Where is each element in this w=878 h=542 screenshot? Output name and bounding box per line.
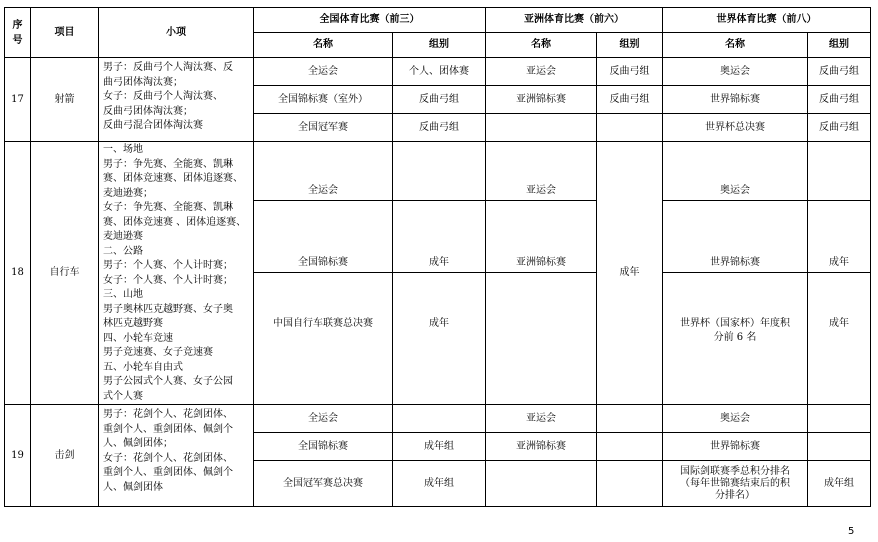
- header-world: 世界体育比赛（前八）: [663, 8, 871, 33]
- world-group: 成年组: [808, 461, 871, 507]
- national-group: [393, 142, 486, 201]
- subitem-line: 赛、团体竞速赛、团体追逐赛、: [103, 173, 243, 184]
- world-name: 奥运会: [663, 58, 808, 86]
- asian-group: [597, 405, 663, 433]
- national-group: 成年: [393, 273, 486, 405]
- national-group: 反曲弓组: [393, 86, 486, 114]
- world-group: 反曲弓组: [808, 86, 871, 114]
- asian-group: [597, 461, 663, 507]
- national-name: 全运会: [254, 58, 393, 86]
- world-group: [808, 433, 871, 461]
- national-group: [393, 405, 486, 433]
- world-name-line: 分排名）: [715, 489, 755, 501]
- row-seq: 17: [5, 58, 31, 142]
- subitem-line: 麦迪逊赛；: [103, 187, 153, 199]
- world-name: 世界杯总决赛: [663, 114, 808, 142]
- header-group: 组别: [393, 33, 486, 58]
- header-group: 组别: [808, 33, 871, 58]
- asian-name: [486, 114, 597, 142]
- asian-name: [486, 273, 597, 405]
- header-name: 名称: [486, 33, 597, 58]
- row-project: 自行车: [31, 142, 99, 405]
- subitem-line: 麦迪逊赛: [103, 231, 143, 242]
- asian-name: 亚运会: [486, 58, 597, 86]
- subitem-line: 五、小轮车自由式: [103, 361, 183, 373]
- world-name: 世界锦标赛: [663, 200, 808, 273]
- national-name: 全国冠军赛: [254, 114, 393, 142]
- subitem-line: 林匹克越野赛: [103, 318, 163, 329]
- subitem-line: 人、佩剑团体；: [103, 438, 173, 449]
- subitem-line: 曲弓团体淘汰赛；: [103, 76, 183, 88]
- sports-events-table: [4, 7, 871, 507]
- world-group: 成年: [808, 273, 871, 405]
- subitem-line: 女子：争先赛、全能赛、凯琳: [103, 202, 233, 213]
- world-group: [808, 142, 871, 201]
- world-name-line: 世界杯（国家杯）年度积: [680, 318, 790, 330]
- subitem-line: 男子：反曲弓个人淘汰赛、反: [103, 62, 233, 73]
- header-name: 名称: [254, 33, 393, 58]
- asian-name: 亚洲锦标赛: [486, 200, 597, 273]
- world-name: 奥运会: [663, 405, 808, 433]
- subitem-line: 四、小轮车竞速: [103, 332, 173, 344]
- world-group: 成年: [808, 200, 871, 273]
- subitem-line: 重剑个人、重剑团体、佩剑个: [103, 467, 233, 478]
- header-group: 组别: [597, 33, 663, 58]
- subitem-line: 一、场地: [103, 144, 143, 155]
- asian-name: 亚运会: [486, 405, 597, 433]
- asian-group: 成年: [597, 142, 663, 405]
- subitem-line: 男子竞速赛、女子竞速赛: [103, 347, 213, 358]
- subitem-line: 赛、团体竞速赛 、团体追逐赛、: [103, 216, 247, 228]
- row-seq: 19: [5, 405, 31, 507]
- world-name: [663, 273, 808, 405]
- national-name: 全国锦标赛: [254, 433, 393, 461]
- asian-group: [597, 433, 663, 461]
- subitem-line: 男子：争先赛、全能赛、凯琳: [103, 158, 233, 170]
- subitem-line: 男子公园式个人赛、女子公园: [103, 376, 233, 387]
- national-name: 全国冠军赛总决赛: [254, 461, 393, 507]
- asian-name: 亚洲锦标赛: [486, 433, 597, 461]
- header-subitem: 小项: [99, 8, 254, 58]
- world-name: 世界锦标赛: [663, 433, 808, 461]
- header-project: 项目: [31, 8, 99, 58]
- subitem-line: 人、佩剑团体: [103, 481, 163, 493]
- national-group: 成年组: [393, 433, 486, 461]
- world-name: [663, 461, 808, 507]
- national-name: 全国锦标赛: [254, 200, 393, 273]
- page-number: 5: [848, 526, 855, 537]
- subitem-line: 女子：花剑个人、花剑团体、: [103, 452, 233, 464]
- row-project: 击剑: [31, 405, 99, 507]
- national-name: 全运会: [254, 405, 393, 433]
- asian-group: 反曲弓组: [597, 86, 663, 114]
- subitem-line: 男子：个人赛、个人计时赛；: [103, 260, 233, 271]
- row-subitems: [99, 405, 254, 507]
- world-group: 反曲弓组: [808, 114, 871, 142]
- subitem-line: 二、公路: [103, 245, 143, 257]
- national-name: 全运会: [254, 142, 393, 201]
- row-seq: 18: [5, 142, 31, 405]
- world-name-line: （每年世锦赛结束后的积: [680, 477, 790, 489]
- world-name-line: 国际剑联赛季总积分排名: [680, 465, 790, 477]
- subitem-line: 式个人赛: [103, 390, 143, 402]
- asian-group: [597, 114, 663, 142]
- subitem-line: 反曲弓团体淘汰赛；: [103, 105, 193, 117]
- national-group: 个人、团体赛: [393, 58, 486, 86]
- world-group: [808, 405, 871, 433]
- world-group: 反曲弓组: [808, 58, 871, 86]
- national-name: 全国锦标赛（室外）: [254, 86, 393, 114]
- world-name-line: 分前 6 名: [713, 332, 757, 344]
- asian-name: [486, 461, 597, 507]
- asian-group: 反曲弓组: [597, 58, 663, 86]
- asian-name: 亚运会: [486, 142, 597, 201]
- subitem-line: 反曲弓混合团体淘汰赛: [103, 120, 203, 131]
- subitem-line: 男子奥林匹克越野赛、女子奥: [103, 303, 233, 315]
- subitem-line: 女子：个人赛、个人计时赛；: [103, 274, 233, 286]
- subitem-line: 重剑个人、重剑团体、佩剑个: [103, 423, 233, 435]
- national-name: 中国自行车联赛总决赛: [254, 273, 393, 405]
- national-group: 成年组: [393, 461, 486, 507]
- row-project: 射箭: [31, 58, 99, 142]
- world-name: 世界锦标赛: [663, 86, 808, 114]
- header-national: 全国体育比赛（前三）: [254, 8, 486, 33]
- header-asian: 亚洲体育比赛（前六）: [486, 8, 663, 33]
- subitem-line: 三、山地: [103, 289, 143, 300]
- header-seq: 序号: [5, 8, 31, 58]
- national-group: 反曲弓组: [393, 114, 486, 142]
- subitem-line: 女子：反曲弓个人淘汰赛、: [103, 91, 223, 102]
- row-subitems: [99, 58, 254, 142]
- world-name: 奥运会: [663, 142, 808, 201]
- header-name: 名称: [663, 33, 808, 58]
- row-subitems: [99, 142, 254, 405]
- national-group: 成年: [393, 200, 486, 273]
- subitem-line: 男子：花剑个人、花剑团体、: [103, 409, 233, 420]
- asian-name: 亚洲锦标赛: [486, 86, 597, 114]
